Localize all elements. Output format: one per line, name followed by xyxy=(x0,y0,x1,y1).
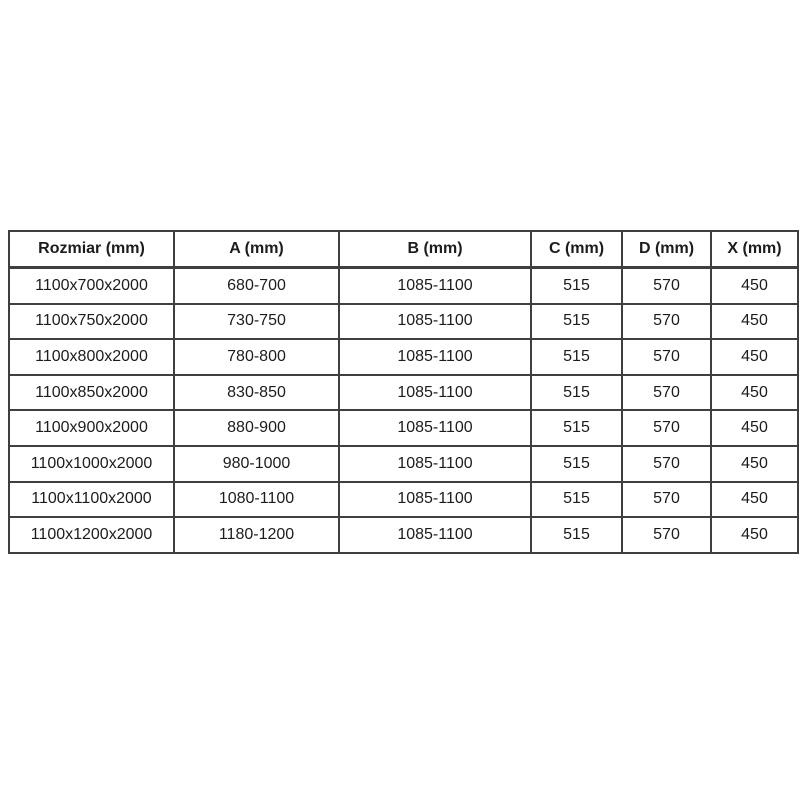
table-cell: 1085-1100 xyxy=(339,410,531,446)
table-row xyxy=(9,304,798,340)
table-cell: 1100x1100x2000 xyxy=(9,482,174,518)
table-cell: 515 xyxy=(531,482,622,518)
table-cell: 1100x900x2000 xyxy=(9,410,174,446)
table-cell: 570 xyxy=(622,375,711,411)
table-cell: 1100x800x2000 xyxy=(9,339,174,375)
table-cell: 515 xyxy=(531,304,622,340)
table-cell: 515 xyxy=(531,268,622,304)
table-cell: 450 xyxy=(711,517,798,553)
column-header: X (mm) xyxy=(711,231,798,268)
table-cell: 570 xyxy=(622,517,711,553)
table-cell: 570 xyxy=(622,268,711,304)
table-cell: 1100x1000x2000 xyxy=(9,446,174,482)
table-cell: 450 xyxy=(711,410,798,446)
size-spec-table-container xyxy=(8,230,797,554)
table-cell: 450 xyxy=(711,339,798,375)
table-cell: 1085-1100 xyxy=(339,482,531,518)
table-cell: 1100x750x2000 xyxy=(9,304,174,340)
table-row xyxy=(9,410,798,446)
table-cell: 450 xyxy=(711,304,798,340)
column-header: C (mm) xyxy=(531,231,622,268)
table-row xyxy=(9,517,798,553)
table-cell: 450 xyxy=(711,446,798,482)
table-cell: 1100x850x2000 xyxy=(9,375,174,411)
table-cell: 570 xyxy=(622,339,711,375)
column-header: A (mm) xyxy=(174,231,339,268)
table-cell: 450 xyxy=(711,268,798,304)
column-header: B (mm) xyxy=(339,231,531,268)
table-row xyxy=(9,339,798,375)
table-body xyxy=(9,268,798,553)
table-row xyxy=(9,482,798,518)
table-cell: 1080-1100 xyxy=(174,482,339,518)
table-cell: 515 xyxy=(531,410,622,446)
table-cell: 570 xyxy=(622,304,711,340)
table-cell: 570 xyxy=(622,446,711,482)
table-cell: 1100x700x2000 xyxy=(9,268,174,304)
table-cell: 515 xyxy=(531,446,622,482)
size-spec-table xyxy=(8,230,799,554)
table-row xyxy=(9,375,798,411)
table-cell: 570 xyxy=(622,482,711,518)
table-cell: 450 xyxy=(711,375,798,411)
table-cell: 1085-1100 xyxy=(339,339,531,375)
table-cell: 450 xyxy=(711,482,798,518)
table-cell: 980-1000 xyxy=(174,446,339,482)
table-cell: 1085-1100 xyxy=(339,517,531,553)
table-cell: 1085-1100 xyxy=(339,375,531,411)
table-header-row xyxy=(9,231,798,268)
table-cell: 830-850 xyxy=(174,375,339,411)
table-cell: 1085-1100 xyxy=(339,304,531,340)
table-cell: 515 xyxy=(531,517,622,553)
column-header: Rozmiar (mm) xyxy=(9,231,174,268)
table-cell: 880-900 xyxy=(174,410,339,446)
table-cell: 1100x1200x2000 xyxy=(9,517,174,553)
table-cell: 570 xyxy=(622,410,711,446)
table-row xyxy=(9,446,798,482)
table-cell: 780-800 xyxy=(174,339,339,375)
table-cell: 1180-1200 xyxy=(174,517,339,553)
table-cell: 1085-1100 xyxy=(339,446,531,482)
table-cell: 515 xyxy=(531,375,622,411)
table-cell: 515 xyxy=(531,339,622,375)
table-cell: 680-700 xyxy=(174,268,339,304)
table-cell: 730-750 xyxy=(174,304,339,340)
table-cell: 1085-1100 xyxy=(339,268,531,304)
table-row xyxy=(9,268,798,304)
column-header: D (mm) xyxy=(622,231,711,268)
